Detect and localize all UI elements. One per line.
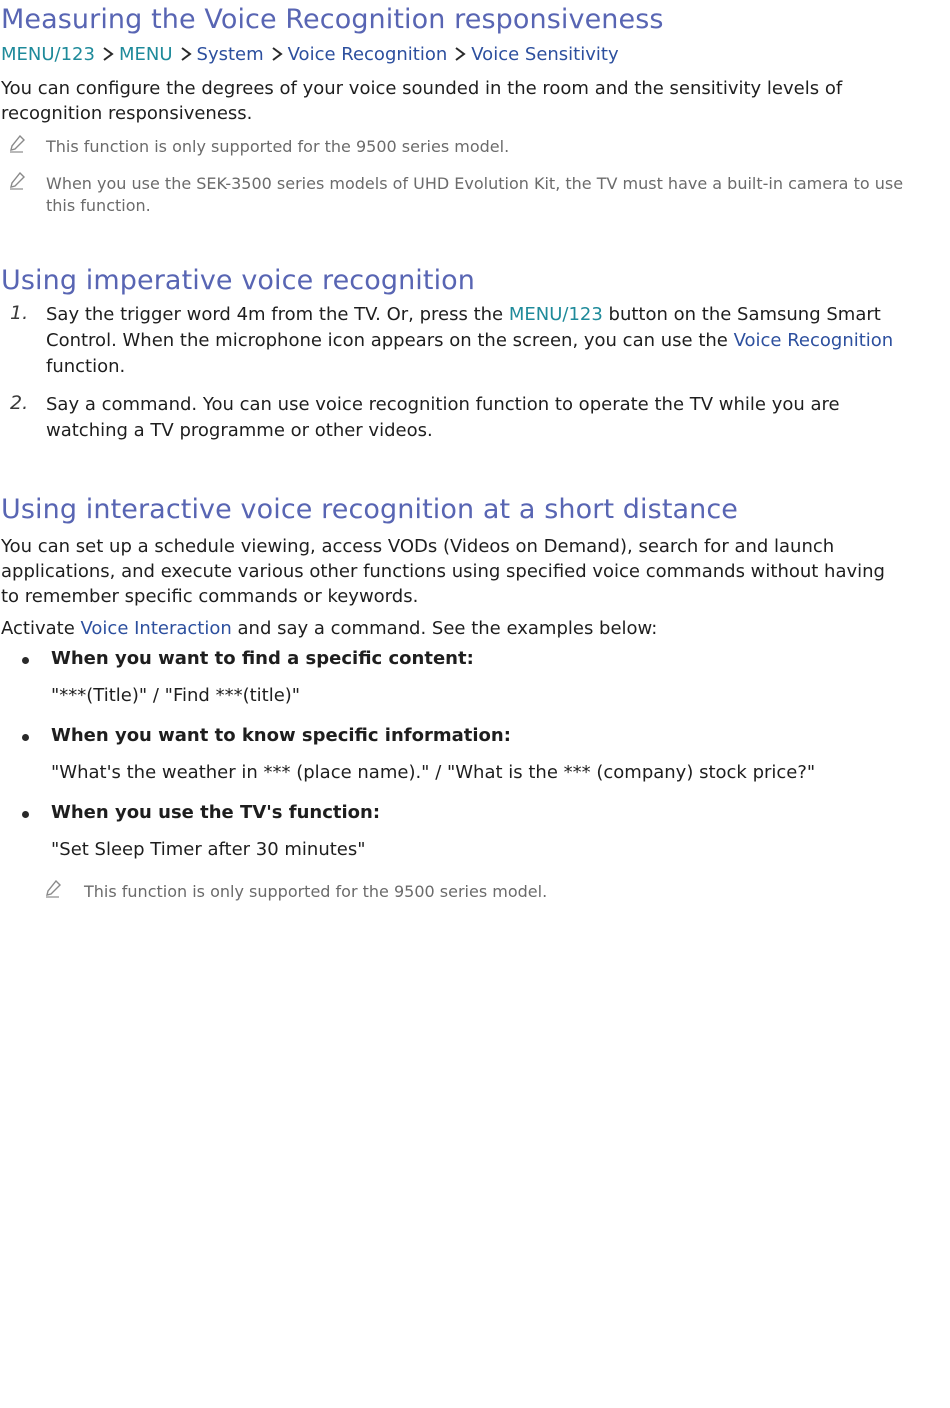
step-1-text: button on the Samsung Smart Control. When the microphone icon appears on the screen, you can use the	[46, 304, 881, 351]
chevron-right-icon	[101, 47, 115, 61]
chevron-right-icon	[453, 47, 467, 61]
section1-intro: You can configure the degrees of your voice sounded in the room and the sensitivity levels of recognition responsiveness.	[1, 78, 843, 124]
note-9500-only-section3: This function is only supported for the 9500 series model.	[84, 882, 548, 901]
voice-interaction-link[interactable]: Voice Interaction	[80, 618, 232, 639]
step-number-1: 1.	[10, 302, 29, 324]
pencil-icon	[9, 172, 25, 190]
pencil-icon	[45, 880, 61, 898]
breadcrumb-item-voice-sensitivity[interactable]: Voice Sensitivity	[471, 44, 619, 65]
bullet-example-find-content: "***(Title)" / "Find ***(title)"	[51, 685, 301, 706]
activate-line	[1, 616, 901, 641]
step-number-2: 2.	[10, 392, 29, 414]
breadcrumb-item-system[interactable]: System	[196, 44, 264, 65]
section-title-interactive: Using interactive voice recognition at a short distance	[1, 494, 739, 525]
voice-recognition-link[interactable]: Voice Recognition	[733, 330, 894, 351]
breadcrumb	[1, 44, 619, 65]
section-title-imperative: Using imperative voice recognition	[1, 265, 476, 296]
chevron-right-icon	[270, 47, 284, 61]
section3-intro: You can set up a schedule viewing, access VODs (Videos on Demand), search for and launch applications, and execute various other functions using specified voice commands without having to remember specific commands or keywords.	[1, 536, 885, 607]
chevron-right-icon	[179, 47, 193, 61]
note-sek3500: When you use the SEK-3500 series models of UHD Evolution Kit, the TV must have a built-in camera to use this function.	[46, 174, 904, 215]
bullet-title-specific-info: When you want to know specific information:	[51, 725, 511, 746]
activate-text: and say a command. See the examples below:	[231, 618, 658, 639]
breadcrumb-item-menu123[interactable]: MENU/123	[1, 44, 95, 65]
section-title-measuring: Measuring the Voice Recognition responsiveness	[1, 4, 664, 35]
step-1	[46, 302, 926, 380]
pencil-icon	[9, 135, 25, 153]
bullet-title-tv-function: When you use the TV's function:	[51, 802, 381, 823]
bullet-dot	[22, 734, 29, 741]
bullet-title-find-content: When you want to find a specific content:	[51, 648, 474, 669]
bullet-example-tv-function: "Set Sleep Timer after 30 minutes"	[51, 839, 366, 860]
breadcrumb-item-menu[interactable]: MENU	[118, 44, 173, 65]
bullet-dot	[22, 811, 29, 818]
bullet-dot	[22, 657, 29, 664]
step-1-text: Say the trigger word 4m from the TV. Or, press the	[46, 304, 509, 325]
menu123-link[interactable]: MENU/123	[508, 304, 603, 325]
step-1-text: function.	[46, 356, 126, 377]
activate-text: Activate	[1, 618, 81, 639]
breadcrumb-item-voice-recognition[interactable]: Voice Recognition	[287, 44, 448, 65]
bullet-example-specific-info: "What's the weather in *** (place name)." / "What is the *** (company) stock price?"	[51, 762, 816, 783]
step-2: Say a command. You can use voice recognition function to operate the TV while you are watching a TV programme or other videos.	[46, 394, 840, 441]
note-9500-only: This function is only supported for the 9500 series model.	[46, 137, 510, 156]
